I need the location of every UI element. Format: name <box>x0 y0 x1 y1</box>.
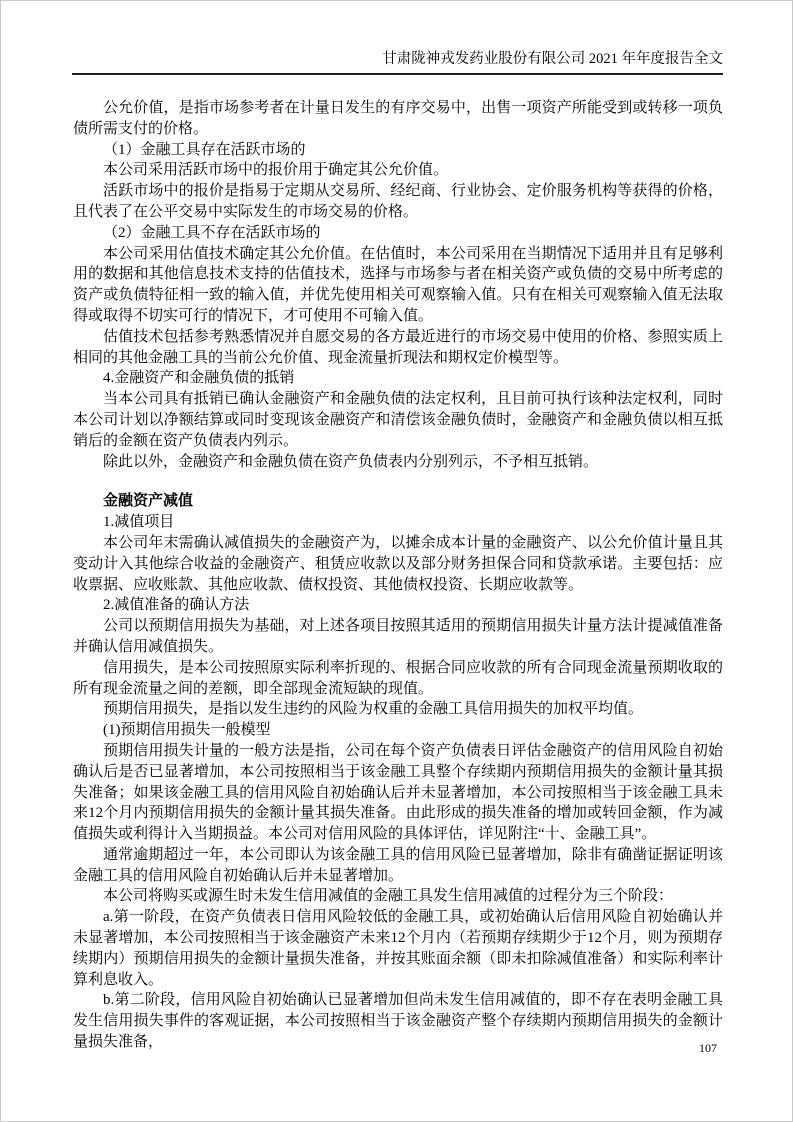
paragraph: 本公司采用估值技术确定其公允价值。在估值时，本公司采用在当期情况下适用并且有足够利用的数据和其他信息技术支持的估值技术，选择与市场参与者在相关资产或负债的交易中所考虑的资产或负债特征相一致的输入值，并优先使用相关可观察输入值。只有在相关可观察输入值无法取得或取得不切实可行的情况下，才可使用不可输入值。 <box>73 245 723 324</box>
paragraph: 活跃市场中的报价是指易于定期从交易所、经纪商、行业协会、定价服务机构等获得的价格，且代表了在公平交易中实际发生的市场交易的价格。 <box>73 183 723 220</box>
paragraph: 信用损失，是本公司按照原实际利率折现的、根据合同应收款的所有合同现金流量预期收取的所有现金流量之间的差额，即全部现金流短缺的现值。 <box>73 659 723 697</box>
paragraph: 1.减值项目 <box>103 514 175 531</box>
paragraph: 公允价值，是指市场参考者在计量日发生的有序交易中，出售一项资产所能受到或转移一项负债所需支付的价格。 <box>73 100 723 137</box>
paragraph: b.第二阶段，信用风险自初始确认已显著增加但尚未发生信用减值的，即不存在表明金融工具发生信用损失事件的客观证据，本公司按照相当于该金融资产整个存续期内预期信用损失的金额计量损失准备， <box>73 992 723 1051</box>
paragraph: 2.减值准备的确认方法 <box>103 597 250 614</box>
paragraph: 本公司将购买或源生时未发生信用减值的金融工具发生信用减值的过程分为三个阶段： <box>103 888 674 905</box>
header-divider <box>72 73 723 75</box>
page-header <box>73 50 723 68</box>
paragraph: 估值技术包括参考熟悉情况并自愿交易的各方最近进行的市场交易中使用的价格、参照实质上相同的其他金融工具的当前公允价值、现金流量折现法和期权定价模型等。 <box>73 328 723 366</box>
section-heading: 金融资产减值 <box>103 493 194 510</box>
document-body <box>73 98 723 1053</box>
paragraph: 除此以外，金融资产和金融负债在资产负债表内分别列示，不予相互抵销。 <box>103 453 599 470</box>
paragraph: (1)预期信用损失一般模型 <box>103 722 271 739</box>
paragraph: 本公司采用活跃市场中的报价用于确定其公允价值。 <box>103 162 449 179</box>
paragraph: 预期信用损失，是指以发生违约的风险为权重的金融工具信用损失的加权平均值。 <box>103 701 644 718</box>
paragraph: 当本公司具有抵销已确认金融资产和金融负债的法定权利，且目前可执行该种法定权利，同时本公司计划以净额结算或同时变现该金融资产和清偿该金融负债时，金融资产和金融负债以相互抵销后的金额在资产负债表内列示。 <box>73 391 723 449</box>
paragraph: （1）金融工具存在活跃市场的 <box>103 141 306 158</box>
paragraph: a.第一阶段，在资产负债表日信用风险较低的金融工具，或初始确认后信用风险自初始确认并未显著增加，本公司按照相当于该金融资产未来12个月内（若预期存续期少于12个月，则为预期存续期内）预期信用损失的金额计量损失准备，并按其账面余额（即未扣除减值准备）和实际利率计算利息收入。 <box>73 909 723 988</box>
paragraph: 4.金融资产和金融负债的抵销 <box>103 370 295 387</box>
header-title: 甘肃陇神戎发药业股份有限公司 2021 年年度报告全文 <box>382 51 723 67</box>
page-number: 107 <box>699 1041 717 1055</box>
paragraph: 本公司年末需确认减值损失的金融资产为，以摊余成本计量的金融资产、以公允价值计量且其变动计入其他综合收益的金融资产、租赁应收款以及部分财务担保合同和贷款承诺。主要包括：应收票据、应收账款、其他应收款、债权投资、其他债权投资、长期应收款等。 <box>73 534 723 593</box>
paragraph: 预期信用损失计量的一般方法是指，公司在每个资产负债表日评估金融资产的信用风险自初始确认后是否已显著增加，本公司按照相当于该金融工具整个存续期内预期信用损失的金额计量其损失准备；如果该金融工具的信用风险自初始确认后并未显著增加，本公司按照相当于该金融工具未来12个月内预期信用损失的金额计量其损失准备。由此形成的损失准备的增加或转回金额，作为减值损失或利得计入当期损益。本公司对信用风险的具体评估，详见附注“十、金融工具”。 <box>73 742 723 843</box>
paragraph: 公司以预期信用损失为基础，对上述各项目按照其适用的预期信用损失计量方法计提减值准备并确认信用减值损失。 <box>73 618 723 655</box>
paragraph: （2）金融工具不存在活跃市场的 <box>103 224 321 241</box>
page-footer <box>73 1041 717 1056</box>
paragraph: 通常逾期超过一年，本公司即认为该金融工具的信用风险已显著增加，除非有确凿证据证明该金融工具的信用风险自初始确认后并未显著增加。 <box>73 846 723 884</box>
